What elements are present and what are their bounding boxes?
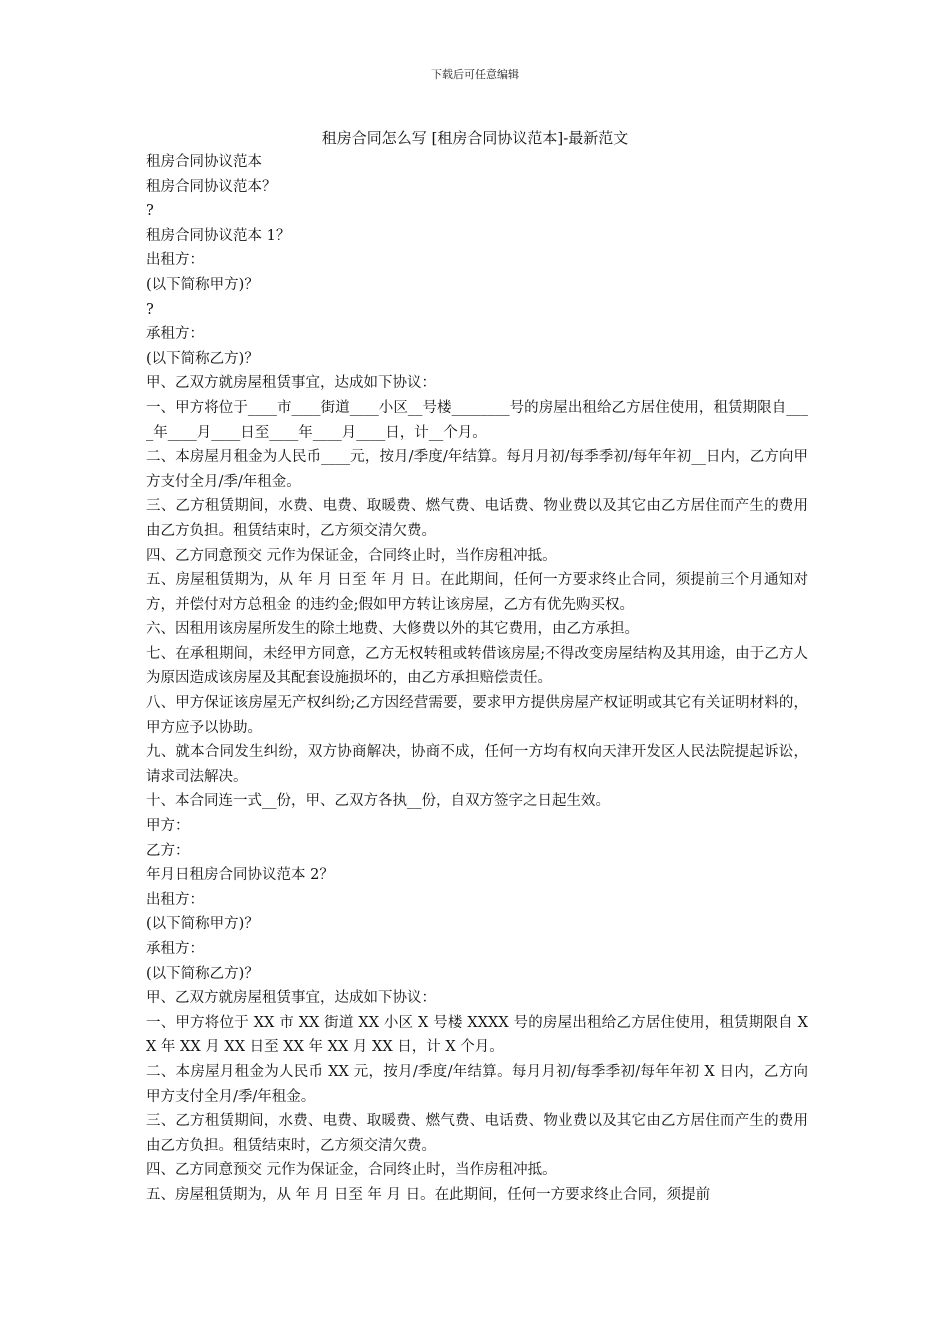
paragraph: 七、在承租期间，未经甲方同意，乙方无权转租或转借该房屋;不得改变房屋结构及其用途，由于乙方人为原因造成该房屋及其配套设施损坏的，由乙方承担赔偿责任。 [146, 645, 808, 687]
paragraph: 四、乙方同意预交 元作为保证金，合同终止时，当作房租冲抵。 [146, 1162, 557, 1179]
paragraph: 乙方： [146, 842, 190, 859]
header-note: 下载后可任意编辑 [431, 68, 519, 81]
paragraph: (以下简称甲方)？ [146, 276, 259, 293]
paragraph: 九、就本合同发生纠纷，双方协商解决，协商不成，任何一方均有权向天津开发区人民法院提起诉讼，请求司法解决。 [146, 744, 808, 785]
paragraph: 甲、乙双方就房屋租赁事宜，达成如下协议： [146, 375, 436, 392]
paragraph: 一、甲方将位于____市____街道____小区__号楼________号的房屋出租给乙方居住使用，租赁期限自____年____月____日至____年____月____日，计__个月。 [146, 399, 808, 441]
paragraph: 租房合同协议范本 1？ [146, 227, 291, 244]
paragraph: 甲、乙双方就房屋租赁事宜，达成如下协议： [146, 990, 436, 1007]
paragraph: 甲方： [146, 818, 190, 835]
paragraph: 租房合同协议范本？ [146, 178, 277, 195]
paragraph: (以下简称乙方)？ [146, 965, 259, 982]
paragraph: 五、房屋租赁期为，从 年 月 日至 年 月 日。在此期间，任何一方要求终止合同，须提前三个月通知对方，并偿付对方总租金 的违约金;假如甲方转让该房屋，乙方有优先购买权。 [146, 572, 808, 613]
paragraph: 租房合同协议范本 [146, 154, 262, 170]
document-title: 租房合同怎么写 [租房合同协议范本]-最新范文 [321, 129, 629, 147]
paragraph: 承租方： [146, 326, 204, 343]
paragraph: 出租方： [146, 252, 204, 269]
paragraph: ? [146, 301, 154, 318]
paragraph: 三、乙方租赁期间，水费、电费、取暖费、燃气费、电话费、物业费以及其它由乙方居住而产生的费用由乙方负担。租赁结束时，乙方须交清欠费。 [146, 1113, 808, 1154]
paragraph: ? [146, 203, 154, 220]
paragraph: (以下简称乙方)？ [146, 350, 259, 367]
paragraph: 八、甲方保证该房屋无产权纠纷;乙方因经营需要，要求甲方提供房屋产权证明或其它有关证明材料的，甲方应予以协助。 [146, 695, 808, 736]
paragraph: 六、因租用该房屋所发生的除土地费、大修费以外的其它费用，由乙方承担。 [146, 621, 639, 638]
paragraph: (以下简称甲方)？ [146, 916, 259, 933]
paragraph: 三、乙方租赁期间，水费、电费、取暖费、燃气费、电话费、物业费以及其它由乙方居住而产生的费用由乙方负担。租赁结束时，乙方须交清欠费。 [146, 498, 808, 539]
document-body [146, 150, 808, 1208]
paragraph: 二、本房屋月租金为人民币 XX 元，按月/季度/年结算。每月月初/每季季初/每年年初 X 日内，乙方向甲方支付全月/季/年租金。 [146, 1063, 808, 1105]
paragraph: 五、房屋租赁期为，从 年 月 日至 年 月 日。在此期间，任何一方要求终止合同，须提前 [146, 1186, 711, 1203]
paragraph: 十、本合同连一式__份，甲、乙双方各执__份，自双方签字之日起生效。 [146, 793, 610, 810]
paragraph: 四、乙方同意预交 元作为保证金，合同终止时，当作房租冲抵。 [146, 547, 557, 564]
paragraph: 年月日租房合同协议范本 2？ [146, 867, 334, 884]
paragraph: 一、甲方将位于 XX 市 XX 街道 XX 小区 X 号楼 XXXX 号的房屋出租给乙方居住使用，租赁期限自 XX 年 XX 月 XX 日至 XX 年 XX 月 XX 日，计 X 个月。 [146, 1014, 808, 1056]
paragraph: 二、本房屋月租金为人民币____元，按月/季度/年结算。每月月初/每季季初/每年年初__日内，乙方向甲方支付全月/季/年租金。 [146, 449, 808, 490]
paragraph: 出租方： [146, 891, 204, 908]
paragraph: 承租方： [146, 941, 204, 957]
